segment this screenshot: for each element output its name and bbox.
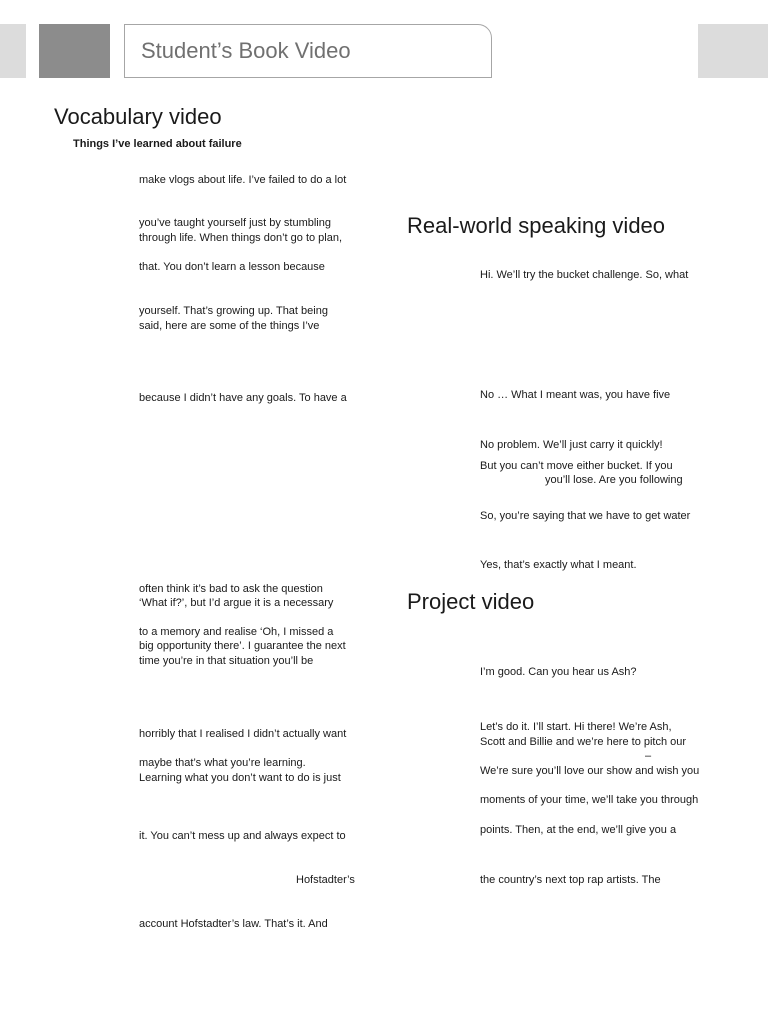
project-line: moments of your time, we’ll take you through	[480, 794, 699, 806]
vocabulary-line: maybe that’s what you’re learning.	[139, 757, 306, 769]
project-line: Let’s do it. I’ll start. Hi there! We’re Ash,	[480, 721, 672, 733]
vocabulary-line: yourself. That’s growing up. That being	[139, 305, 328, 317]
real-world-line: Yes, that’s exactly what I meant.	[480, 559, 637, 571]
vocabulary-line: that. You don’t learn a lesson because	[139, 261, 325, 273]
vocabulary-line: because I didn’t have any goals. To have a	[139, 392, 347, 404]
header-right-tab	[698, 24, 768, 78]
project-dash: –	[645, 750, 652, 762]
vocabulary-line: you’ve taught yourself just by stumbling	[139, 217, 331, 229]
header-left-tab	[0, 24, 26, 78]
vocabulary-heading: Vocabulary video	[54, 104, 222, 129]
real-world-line: Hi. We’ll try the bucket challenge. So, what	[480, 269, 689, 281]
vocabulary-line: said, here are some of the things I’ve	[139, 320, 320, 332]
real-world-line: you’ll lose. Are you following	[545, 474, 683, 486]
vocabulary-line: through life. When things don’t go to plan,	[139, 232, 343, 244]
header-dark-tab	[39, 24, 110, 78]
vocabulary-line: often think it’s bad to ask the question	[139, 583, 323, 595]
vocabulary-subheading: Things I’ve learned about failure	[73, 138, 242, 150]
vocabulary-line: Learning what you don’t want to do is just	[139, 772, 341, 784]
vocabulary-line: Hofstadter’s	[296, 874, 355, 886]
real-world-line: But you can’t move either bucket. If you	[480, 460, 673, 472]
project-heading: Project video	[407, 589, 535, 614]
project-line: points. Then, at the end, we’ll give you a	[480, 824, 677, 836]
vocabulary-line: make vlogs about life. I’ve failed to do a lot	[139, 174, 347, 186]
real-world-line: So, you’re saying that we have to get water	[480, 510, 691, 522]
vocabulary-line: time you’re in that situation you’ll be	[139, 655, 314, 667]
vocabulary-line: to a memory and realise ‘Oh, I missed a	[139, 626, 334, 638]
page-title: Student’s Book Video	[141, 38, 351, 63]
project-line: I’m good. Can you hear us Ash?	[480, 666, 637, 678]
header-title-box	[124, 24, 492, 78]
project-line: the country’s next top rap artists. The	[480, 874, 661, 886]
vocabulary-line: account Hofstadter’s law. That’s it. And	[139, 918, 328, 930]
vocabulary-line: ‘What if?’, but I’d argue it is a necessary	[139, 597, 334, 609]
real-world-line: No … What I meant was, you have five	[480, 389, 671, 401]
project-line: We’re sure you’ll love our show and wish you	[480, 765, 700, 777]
vocabulary-line: it. You can’t mess up and always expect to	[139, 830, 346, 842]
real-world-line: No problem. We’ll just carry it quickly!	[480, 439, 663, 451]
project-line: Scott and Billie and we’re here to pitch our	[480, 736, 687, 748]
real-world-heading: Real-world speaking video	[407, 213, 666, 238]
vocabulary-line: big opportunity there’. I guarantee the next	[139, 640, 346, 652]
vocabulary-line: horribly that I realised I didn’t actually want	[139, 728, 347, 740]
